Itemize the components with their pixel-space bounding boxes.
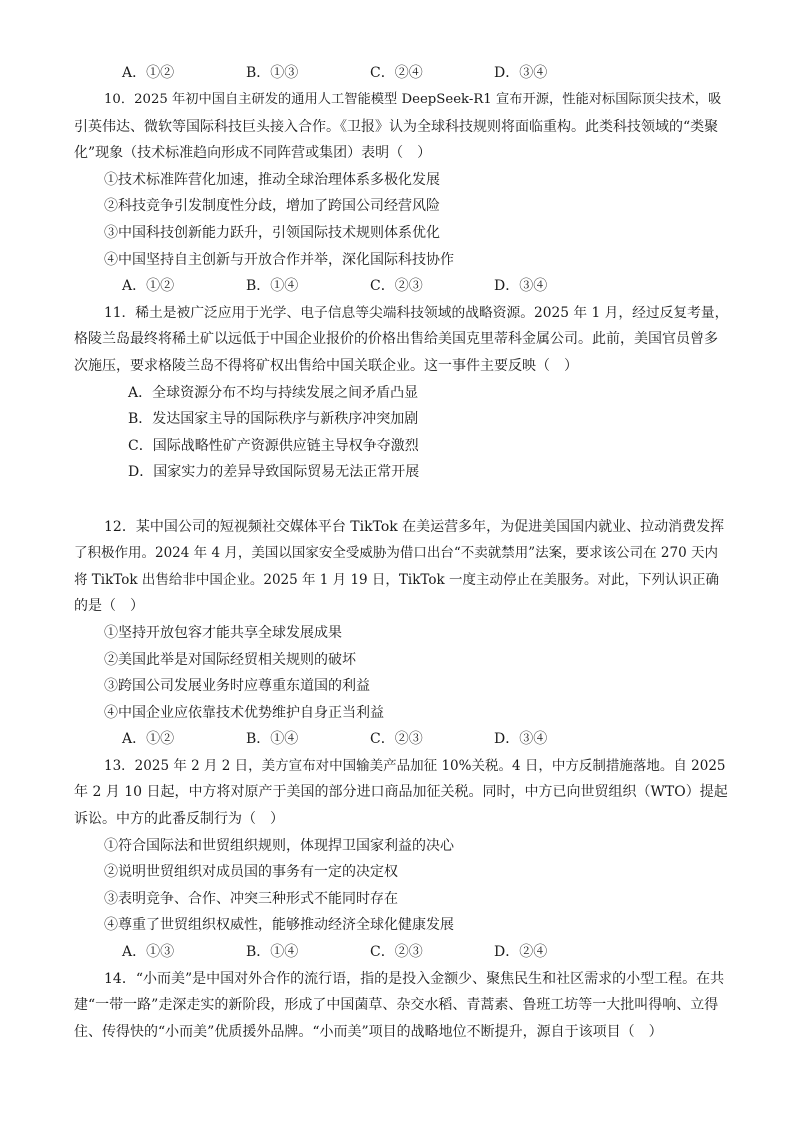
- q13-item-1: ①符合国际法和世贸组织规则，体现捍卫国家利益的决心: [104, 838, 454, 854]
- q10-option-d[interactable]: D．③④: [494, 278, 548, 294]
- q13-item-3: ③表明竞争、合作、冲突三种形式不能同时存在: [104, 891, 398, 907]
- q12-option-d[interactable]: D．③④: [494, 731, 548, 747]
- q10-option-c[interactable]: C．②③: [370, 278, 423, 294]
- q12-item-3: ③跨国公司发展业务时应尊重东道国的利益: [104, 678, 370, 694]
- q11-choice-d[interactable]: D．国家实力的差异导致国际贸易无法正常开展: [128, 464, 420, 480]
- q12-item-4: ④中国企业应依靠技术优势维护自身正当利益: [104, 705, 384, 721]
- q13-option-c[interactable]: C．②③: [370, 944, 423, 960]
- q14-stem-line-3: 住、传得快的“小而美”优质援外品牌。“小而美”项目的战略地位不断提升，源自于该项目（ ）: [74, 1024, 663, 1040]
- q10-stem-line-2: 引英伟达、微软等国际科技巨头接入合作。《卫报》认为全球科技规则将面临重构。此类科技领域的“类聚: [74, 119, 719, 135]
- q12-option-c[interactable]: C．②③: [370, 731, 423, 747]
- q13-option-d[interactable]: D．②④: [494, 944, 548, 960]
- q10-stem-line-3: 化”现象（技术标准趋向形成不同阵营或集团）表明（ ）: [74, 145, 432, 161]
- q12-option-b[interactable]: B．①④: [246, 731, 299, 747]
- q14-stem-line-2: 建“一带一路”走深走实的新阶段，形成了中国菌草、杂交水稻、青蒿素、鲁班工坊等一大批叫得响、立得: [74, 997, 719, 1013]
- q10-option-a[interactable]: A．①②: [122, 278, 175, 294]
- q10-options: [122, 276, 682, 296]
- q9-option-d[interactable]: D．③④: [494, 65, 548, 81]
- q13-stem-line-3: 诉讼。中方的此番反制行为（ ）: [74, 811, 284, 827]
- q9-option-b[interactable]: B．①③: [246, 65, 299, 81]
- q13-options: [122, 942, 682, 962]
- q12-stem-line-1: 12．某中国公司的短视频社交媒体平台 TikTok 在美运营多年，为促进美国国内就业、拉动消费发挥: [104, 519, 725, 535]
- q11-choice-a[interactable]: A．全球资源分布不均与持续发展之间矛盾凸显: [128, 385, 419, 401]
- q12-stem-line-3: 将 TikTok 出售给非中国企业。2025 年 1 月 19 日，TikTok 一度主动停止在美服务。对此，下列认识正确: [74, 572, 719, 588]
- q13-option-a[interactable]: A．①③: [122, 944, 175, 960]
- q11-choice-b[interactable]: B．发达国家主导的国际秩序与新秩序冲突加剧: [128, 411, 419, 427]
- q12-item-2: ②美国此举是对国际经贸相关规则的破坏: [104, 652, 356, 668]
- q9-option-c[interactable]: C．②④: [370, 65, 423, 81]
- q10-stem-line-1: 10．2025 年初中国自主研发的通用人工智能模型 DeepSeek-R1 宣布开源，性能对标国际顶尖技术，吸: [104, 92, 722, 107]
- q12-option-a[interactable]: A．①②: [122, 731, 175, 747]
- q10-item-3: ③中国科技创新能力跃升，引领国际技术规则体系优化: [104, 225, 440, 241]
- q14-stem-line-1: 14．“小而美”是中国对外合作的流行语，指的是投入金额少、聚焦民生和社区需求的小型工程。在共: [104, 971, 725, 987]
- q12-stem-line-2: 了积极作用。2024 年 4 月，美国以国家安全受威胁为借口出台“不卖就禁用”法案，要求该公司在 270 天内: [74, 545, 718, 561]
- q10-item-2: ②科技竞争引发制度性分歧，增加了跨国公司经营风险: [104, 198, 440, 214]
- q13-item-4: ④尊重了世贸组织权威性，能够推动经济全球化健康发展: [104, 917, 454, 933]
- q13-stem-line-1: 13．2025 年 2 月 2 日，美方宣布对中国输美产品加征 10%关税。4 日，中方反制措施落地。自 2025: [104, 758, 726, 774]
- q13-stem-line-2: 年 2 月 10 日起，中方将对原产于美国的部分进口商品加征关税。同时，中方已向世贸组织（WTO）提起: [74, 784, 728, 800]
- q10-item-4: ④中国坚持自主创新与开放合作并举，深化国际科技协作: [104, 252, 454, 268]
- q11-choice-c[interactable]: C．国际战略性矿产资源供应链主导权争夺激烈: [128, 438, 419, 454]
- q12-item-1: ①坚持开放包容才能共享全球发展成果: [104, 625, 342, 641]
- q13-item-2: ②说明世贸组织对成员国的事务有一定的决定权: [104, 864, 398, 880]
- q12-stem-line-4: 的是（ ）: [74, 598, 144, 614]
- q12-options: [122, 729, 682, 749]
- q11-stem-line-1: 11．稀土是被广泛应用于光学、电子信息等尖端科技领域的战略资源。2025 年 1 月，经过反复考量，: [104, 305, 729, 321]
- q11-stem-line-2: 格陵兰岛最终将稀土矿以远低于中国企业报价的价格出售给美国克里蒂科金属公司。此前，美国官员曾多: [74, 331, 718, 347]
- q9-option-a[interactable]: A．①②: [122, 65, 175, 81]
- q9-options: [122, 63, 682, 83]
- q10-item-1: ①技术标准阵营化加速，推动全球治理体系多极化发展: [104, 172, 440, 188]
- q11-stem-line-3: 次施压，要求格陵兰岛不得将矿权出售给中国关联企业。这一事件主要反映（ ）: [74, 358, 578, 374]
- q13-option-b[interactable]: B．①④: [246, 944, 299, 960]
- q10-option-b[interactable]: B．①④: [246, 278, 299, 294]
